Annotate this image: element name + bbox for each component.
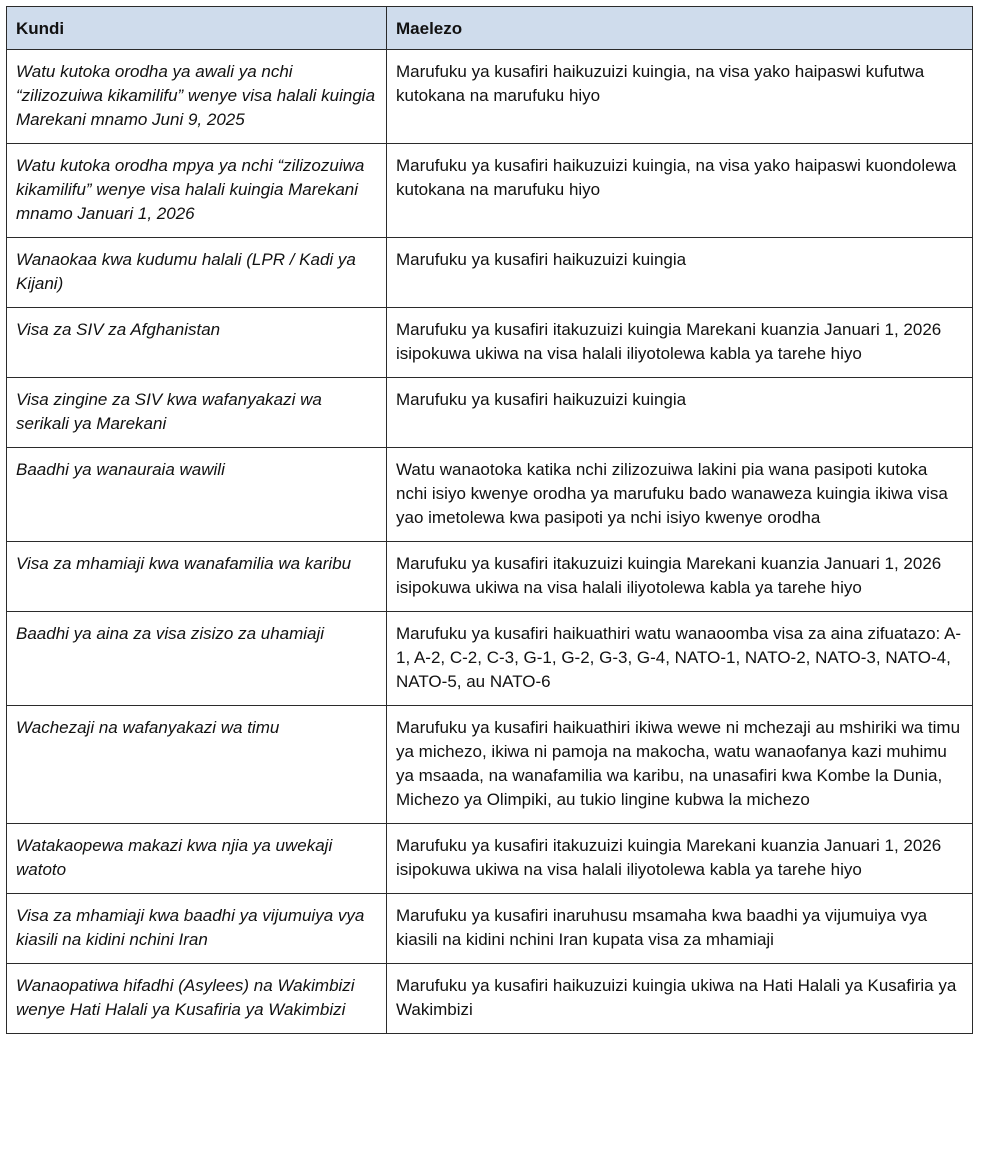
description-cell: Marufuku ya kusafiri haikuzuizi kuingia, na visa yako haipaswi kuondolewa kutokana na marufuku hiyo — [387, 144, 973, 238]
category-cell: Wanaopatiwa hifadhi (Asylees) na Wakimbizi wenye Hati Halali ya Kusafiria ya Wakimbizi — [7, 964, 387, 1034]
category-cell: Watakaopewa makazi kwa njia ya uwekaji watoto — [7, 824, 387, 894]
category-cell: Watu kutoka orodha mpya ya nchi “zilizozuiwa kikamilifu” wenye visa halali kuingia Marekani mnamo Januari 1, 2026 — [7, 144, 387, 238]
exemptions-table-container — [6, 6, 972, 1034]
category-cell: Baadhi ya aina za visa zisizo za uhamiaji — [7, 612, 387, 706]
description-cell: Marufuku ya kusafiri inaruhusu msamaha kwa baadhi ya vijumuiya vya kiasili na kidini nchini Iran kupata visa za mhamiaji — [387, 894, 973, 964]
table-body — [7, 50, 973, 1034]
table-row — [7, 542, 973, 612]
header-category: Kundi — [7, 7, 387, 50]
exemptions-table — [6, 6, 973, 1034]
category-cell: Visa za mhamiaji kwa baadhi ya vijumuiya vya kiasili na kidini nchini Iran — [7, 894, 387, 964]
table-row — [7, 308, 973, 378]
header-row — [7, 7, 973, 50]
category-cell: Visa za SIV za Afghanistan — [7, 308, 387, 378]
category-cell: Visa za mhamiaji kwa wanafamilia wa karibu — [7, 542, 387, 612]
table-row — [7, 378, 973, 448]
table-header — [7, 7, 973, 50]
category-cell: Wanaokaa kwa kudumu halali (LPR / Kadi ya Kijani) — [7, 238, 387, 308]
table-row — [7, 824, 973, 894]
table-row — [7, 964, 973, 1034]
description-cell: Marufuku ya kusafiri haikuathiri watu wanaoomba visa za aina zifuatazo: A-1, A-2, C-2, C-3, G-1, G-2, G-3, G-4, NATO-1, NATO-2, NATO-3, NATO-4, NATO-5, au NATO-6 — [387, 612, 973, 706]
header-description: Maelezo — [387, 7, 973, 50]
description-cell: Marufuku ya kusafiri haikuathiri ikiwa wewe ni mchezaji au mshiriki wa timu ya michezo, ikiwa ni pamoja na makocha, watu wanaofanya kazi muhimu ya msaada, na wanafamilia wa karibu, na unasafiri kwa Kombe la Dunia, Michezo ya Olimpiki, au tukio lingine kubwa la michezo — [387, 706, 973, 824]
table-row — [7, 894, 973, 964]
table-row — [7, 50, 973, 144]
table-row — [7, 448, 973, 542]
description-cell: Marufuku ya kusafiri haikuzuizi kuingia — [387, 378, 973, 448]
description-cell: Marufuku ya kusafiri haikuzuizi kuingia — [387, 238, 973, 308]
description-cell: Marufuku ya kusafiri haikuzuizi kuingia ukiwa na Hati Halali ya Kusafiria ya Wakimbizi — [387, 964, 973, 1034]
description-cell: Watu wanaotoka katika nchi zilizozuiwa lakini pia wana pasipoti kutoka nchi isiyo kwenye orodha ya marufuku bado wanaweza kuingia ikiwa visa yao imetolewa kwa pasipoti ya nchi isiyo kwenye orodha — [387, 448, 973, 542]
category-cell: Watu kutoka orodha ya awali ya nchi “zilizozuiwa kikamilifu” wenye visa halali kuingia Marekani mnamo Juni 9, 2025 — [7, 50, 387, 144]
description-cell: Marufuku ya kusafiri haikuzuizi kuingia, na visa yako haipaswi kufutwa kutokana na marufuku hiyo — [387, 50, 973, 144]
description-cell: Marufuku ya kusafiri itakuzuizi kuingia Marekani kuanzia Januari 1, 2026 isipokuwa ukiwa na visa halali iliyotolewa kabla ya tarehe hiyo — [387, 308, 973, 378]
table-row — [7, 238, 973, 308]
description-cell: Marufuku ya kusafiri itakuzuizi kuingia Marekani kuanzia Januari 1, 2026 isipokuwa ukiwa na visa halali iliyotolewa kabla ya tarehe hiyo — [387, 542, 973, 612]
table-row — [7, 612, 973, 706]
category-cell: Baadhi ya wanauraia wawili — [7, 448, 387, 542]
table-row — [7, 144, 973, 238]
description-cell: Marufuku ya kusafiri itakuzuizi kuingia Marekani kuanzia Januari 1, 2026 isipokuwa ukiwa na visa halali iliyotolewa kabla ya tarehe hiyo — [387, 824, 973, 894]
category-cell: Wachezaji na wafanyakazi wa timu — [7, 706, 387, 824]
table-row — [7, 706, 973, 824]
category-cell: Visa zingine za SIV kwa wafanyakazi wa serikali ya Marekani — [7, 378, 387, 448]
